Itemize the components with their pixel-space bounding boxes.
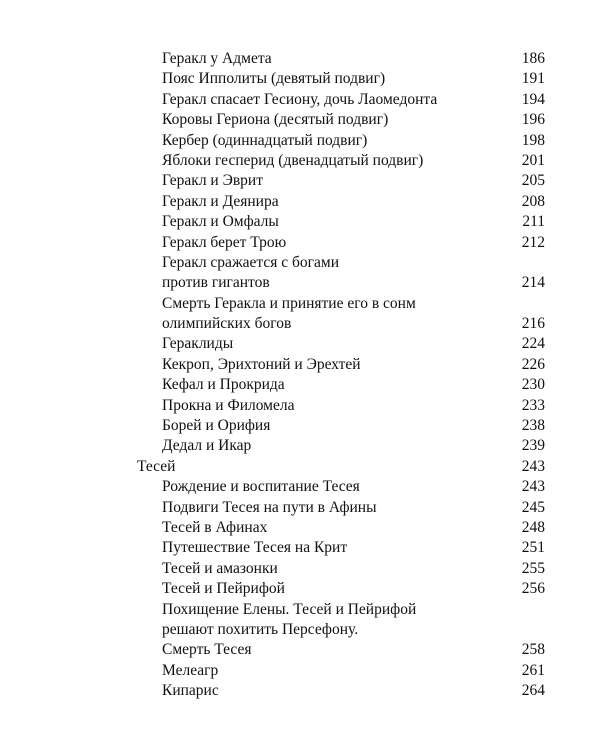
toc-page-number: 208 bbox=[521, 192, 545, 210]
toc-entry-text: против гигантов bbox=[162, 274, 276, 291]
toc-page-number: 264 bbox=[521, 682, 545, 700]
toc-page-number: 256 bbox=[521, 580, 545, 598]
toc-entry bbox=[0, 355, 600, 375]
toc-entry-text: Путешествие Тесея на Крит bbox=[162, 539, 353, 556]
toc-entry-title bbox=[162, 375, 503, 395]
toc-page-number: 248 bbox=[521, 518, 545, 536]
toc-page-number: 243 bbox=[521, 478, 545, 496]
toc-entry bbox=[0, 192, 600, 212]
toc-page-number: 251 bbox=[521, 539, 545, 557]
toc-entry-text: Борей и Орифия bbox=[162, 417, 276, 434]
toc-entry bbox=[0, 579, 600, 599]
toc-entry-text: Коровы Гериона (десятый подвиг) bbox=[162, 111, 394, 128]
toc-entry bbox=[0, 620, 600, 640]
toc-entry bbox=[0, 69, 600, 89]
toc-page-number: 216 bbox=[521, 315, 545, 333]
toc-page-number: 211 bbox=[522, 213, 545, 231]
toc-entry-title bbox=[162, 49, 503, 69]
toc-entry bbox=[0, 171, 600, 191]
toc-entry-title bbox=[162, 396, 503, 416]
toc-page-number: 196 bbox=[521, 111, 545, 129]
toc-entry-title bbox=[162, 69, 503, 89]
toc-entry-title bbox=[162, 273, 503, 293]
toc-entry-text: Геракл и Деянира bbox=[162, 193, 285, 210]
toc-page-number: 201 bbox=[521, 151, 545, 169]
toc-entry-text: Геракл берет Трою bbox=[162, 234, 292, 251]
toc-entry-text: Геракл у Адмета bbox=[162, 50, 278, 67]
toc-page-number: 198 bbox=[521, 131, 545, 149]
toc-entry-text: Тесей и амазонки bbox=[162, 560, 284, 577]
toc-entry-title bbox=[162, 600, 503, 620]
toc-page-number: 214 bbox=[521, 274, 545, 292]
toc-entry-text: Геракл спасает Гесиону, дочь Лаомедонта bbox=[162, 91, 443, 108]
toc-entry-text: Кекроп, Эрихтоний и Эрехтей bbox=[162, 356, 367, 373]
toc-page-number: 238 bbox=[521, 417, 545, 435]
toc-entry bbox=[0, 436, 600, 456]
toc-entry-text: Тесей и Пейрифой bbox=[162, 580, 291, 597]
toc-page-number: 243 bbox=[521, 457, 545, 475]
toc-entry-text: Мелеагр bbox=[162, 662, 224, 679]
toc-entry-text: Дедал и Икар bbox=[162, 437, 257, 454]
toc-page-number: 261 bbox=[521, 661, 545, 679]
toc-entry-text: Тесей в Афинах bbox=[162, 519, 273, 536]
toc-page-number: 258 bbox=[521, 641, 545, 659]
toc-entry-text: Подвиги Тесея на пути в Афины bbox=[162, 499, 383, 516]
toc-entry-text: Смерть Тесея bbox=[162, 641, 258, 658]
toc-entry-title bbox=[137, 457, 503, 477]
toc-page-number: 205 bbox=[521, 172, 545, 190]
toc-entry bbox=[0, 416, 600, 436]
toc-entry-text: Кербер (одиннадцатый подвиг) bbox=[162, 132, 373, 149]
toc-entry-title bbox=[162, 314, 503, 334]
toc-entry-text: Рождение и воспитание Тесея bbox=[162, 478, 366, 495]
toc-entry-title bbox=[162, 559, 503, 579]
toc-entry-title bbox=[162, 212, 503, 232]
toc-entry-text: Прокна и Филомела bbox=[162, 397, 300, 414]
toc-page-number: 186 bbox=[521, 50, 545, 67]
toc-entry-title bbox=[162, 355, 503, 375]
toc-entry-text: Геракл и Омфалы bbox=[162, 213, 285, 230]
toc-entry-title bbox=[162, 334, 503, 354]
toc-entry-title bbox=[162, 538, 503, 558]
toc-entry bbox=[0, 681, 600, 701]
toc-entry-text: Яблоки гесперид (двенадцатый подвиг) bbox=[162, 152, 429, 169]
toc-entry-title bbox=[162, 436, 503, 456]
toc-entry-text: Гераклиды bbox=[162, 335, 239, 352]
toc-entry bbox=[0, 151, 600, 171]
toc-entry-title bbox=[162, 110, 503, 130]
toc-entry-title bbox=[162, 518, 503, 538]
toc-entry-text: Геракл и Эврит bbox=[162, 172, 269, 189]
toc-entry bbox=[0, 538, 600, 558]
toc-entry-text: Геракл сражается с богами bbox=[162, 254, 345, 271]
toc-entry bbox=[0, 457, 600, 477]
toc-entry-text: Тесей bbox=[137, 458, 181, 475]
toc-entry-title bbox=[162, 477, 503, 497]
toc-page-number: 245 bbox=[521, 498, 545, 516]
toc-page-number: 224 bbox=[521, 335, 545, 353]
toc-entry-title bbox=[162, 131, 503, 151]
toc-page-number: 255 bbox=[521, 559, 545, 577]
toc-entry bbox=[0, 600, 600, 620]
toc-entry bbox=[0, 110, 600, 130]
toc-page-number: 212 bbox=[521, 233, 545, 251]
toc-entry-text: Пояс Ипполиты (девятый подвиг) bbox=[162, 70, 391, 87]
toc-page-number: 226 bbox=[521, 355, 545, 373]
toc-entry-title bbox=[162, 640, 503, 660]
toc-entry-title bbox=[162, 294, 503, 314]
toc-entry-title bbox=[162, 416, 503, 436]
toc-entry bbox=[0, 396, 600, 416]
toc-entry bbox=[0, 518, 600, 538]
toc-entry-title bbox=[162, 681, 503, 701]
toc-entry bbox=[0, 334, 600, 354]
toc-entry bbox=[0, 233, 600, 253]
toc-page-number: 233 bbox=[521, 396, 545, 414]
toc-entry-title bbox=[162, 620, 503, 640]
toc-entry-text: Кипарис bbox=[162, 682, 225, 699]
toc-entry bbox=[0, 559, 600, 579]
toc-entry bbox=[0, 640, 600, 660]
toc-entry-title bbox=[162, 90, 503, 110]
toc-entry bbox=[0, 90, 600, 110]
toc-entry bbox=[0, 253, 600, 273]
toc-entry bbox=[0, 661, 600, 681]
toc-page-number: 239 bbox=[521, 437, 545, 455]
toc-entry-title bbox=[162, 233, 503, 253]
toc-entry-title bbox=[162, 498, 503, 518]
toc-entry bbox=[0, 498, 600, 518]
toc-entry bbox=[0, 314, 600, 334]
toc-page-number: 230 bbox=[521, 376, 545, 394]
toc-entry-text: Смерть Геракла и принятие его в сонм bbox=[162, 295, 422, 312]
toc-entry bbox=[0, 49, 600, 69]
toc-entry-title bbox=[162, 253, 503, 273]
table-of-contents bbox=[0, 49, 600, 702]
toc-entry-title bbox=[162, 192, 503, 212]
toc-page-number: 194 bbox=[521, 90, 545, 108]
toc-entry bbox=[0, 375, 600, 395]
toc-entry bbox=[0, 294, 600, 314]
toc-entry-text: Кефал и Прокрида bbox=[162, 376, 291, 393]
toc-entry-text: решают похитить Персефону. bbox=[162, 621, 364, 638]
toc-entry-title bbox=[162, 579, 503, 599]
toc-entry bbox=[0, 477, 600, 497]
toc-entry bbox=[0, 273, 600, 293]
toc-page-number: 191 bbox=[521, 70, 545, 88]
toc-entry bbox=[0, 131, 600, 151]
toc-entry-title bbox=[162, 151, 503, 171]
toc-entry-text: олимпийских богов bbox=[162, 315, 297, 332]
toc-entry-text: Похищение Елены. Тесей и Пейрифой bbox=[162, 601, 422, 618]
toc-entry-title bbox=[162, 171, 503, 191]
toc-entry bbox=[0, 212, 600, 232]
toc-entry-title bbox=[162, 661, 503, 681]
